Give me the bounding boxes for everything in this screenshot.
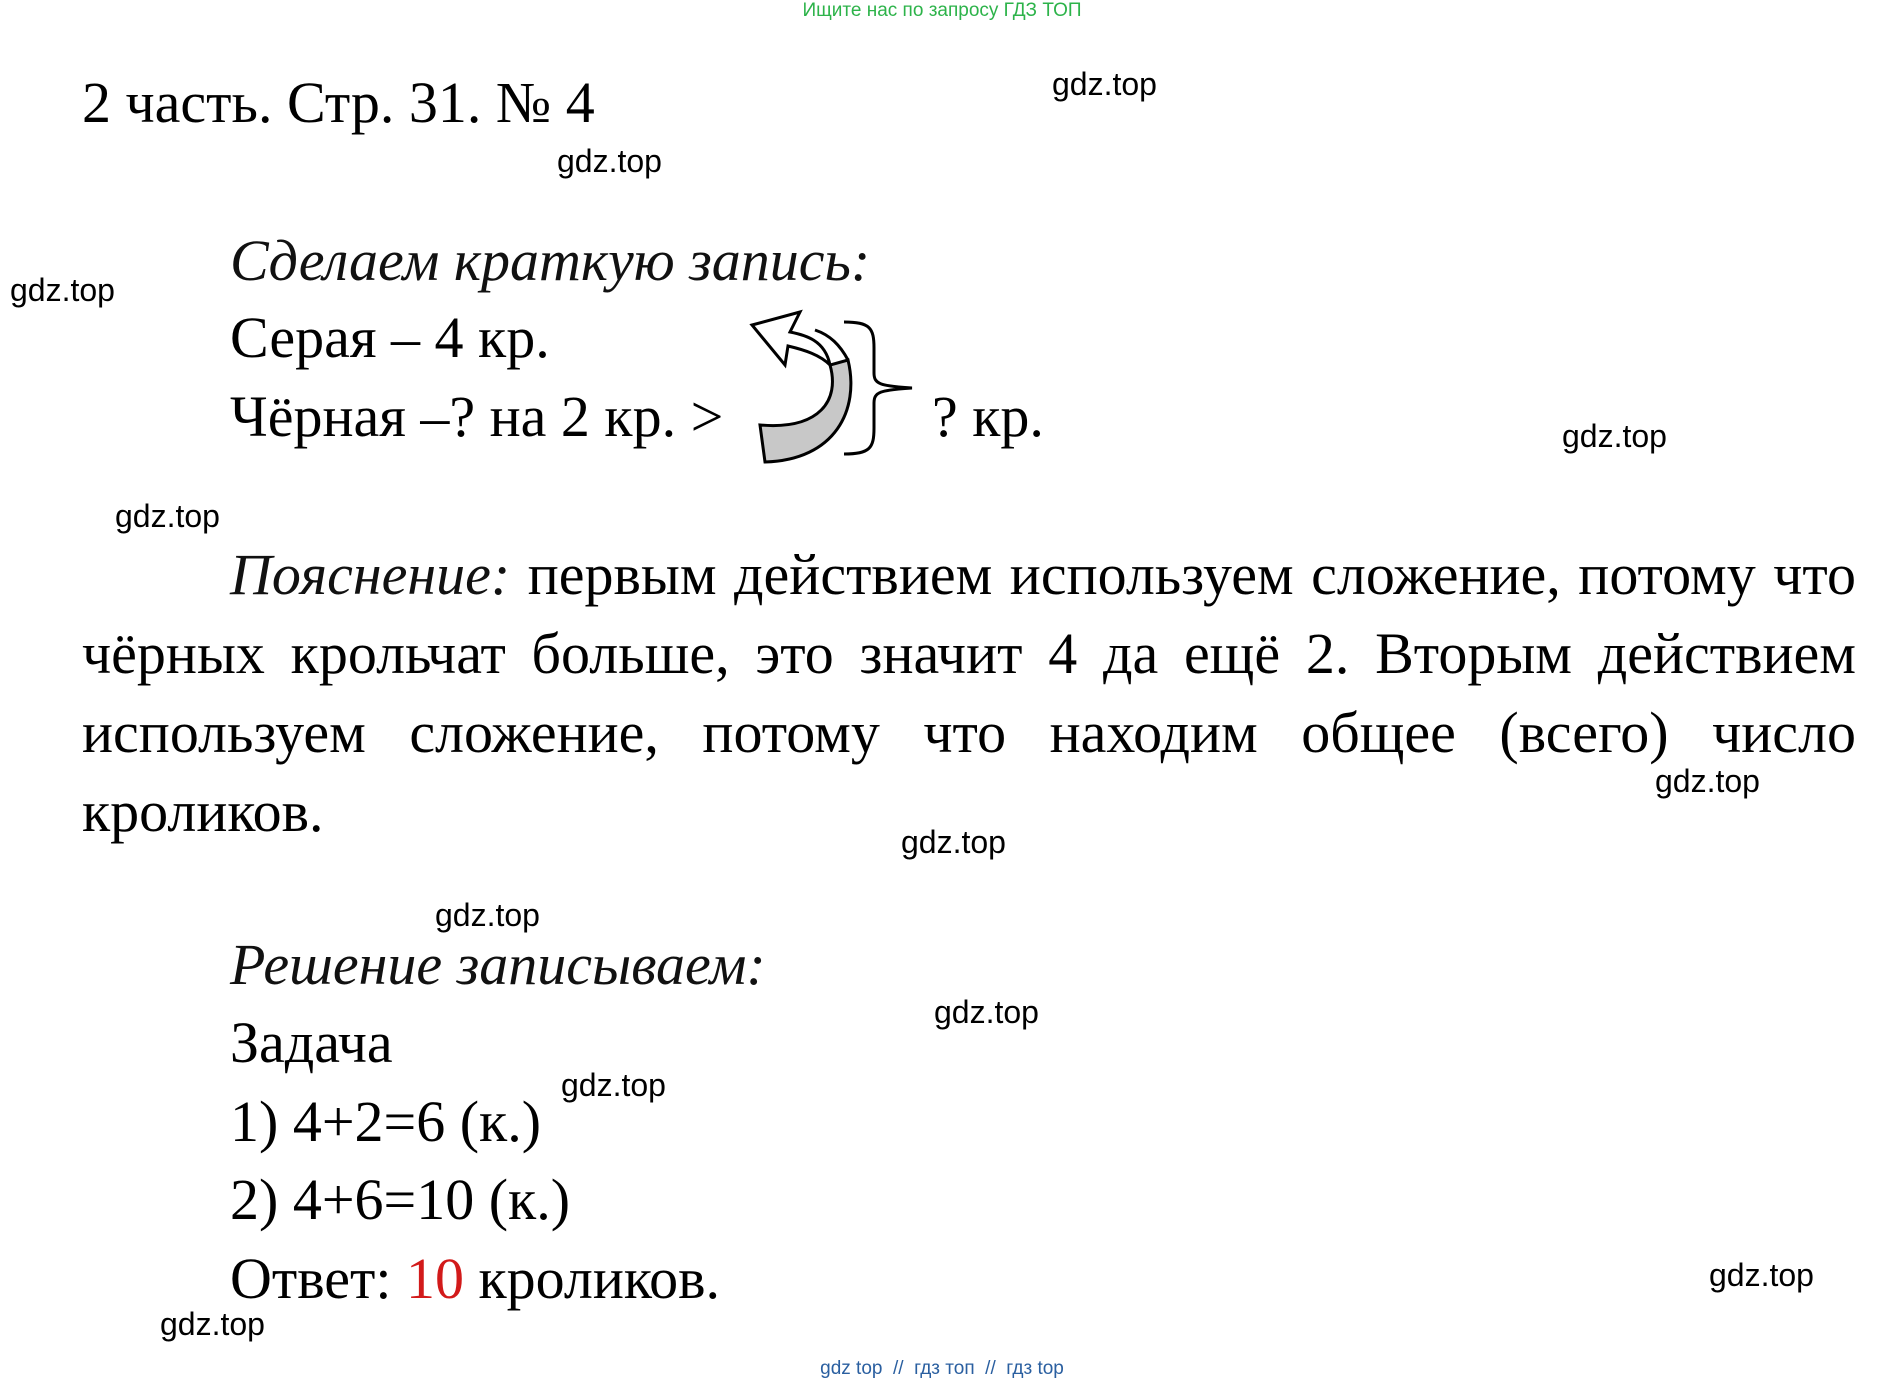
watermark: gdz.top bbox=[901, 824, 1006, 860]
watermark: gdz.top bbox=[160, 1306, 265, 1342]
answer-prefix: Ответ: bbox=[230, 1246, 406, 1311]
curly-brace-icon bbox=[840, 318, 920, 458]
watermark: gdz.top bbox=[435, 897, 540, 933]
short-note-line-black: Чёрная –? на 2 кр. > bbox=[230, 384, 724, 449]
answer-line bbox=[230, 1246, 720, 1311]
answer-value: 10 bbox=[405, 1246, 464, 1311]
short-note-heading: Сделаем краткую запись: bbox=[230, 228, 871, 293]
page-header: 2 часть. Стр. 31. № 4 bbox=[82, 70, 595, 135]
explanation-paragraph bbox=[82, 535, 1856, 851]
solution-step-2: 2) 4+6=10 (к.) bbox=[230, 1167, 571, 1232]
watermark: gdz.top bbox=[10, 272, 115, 308]
short-note-line-gray: Серая – 4 кр. bbox=[230, 305, 550, 370]
solution-heading: Решение записываем: bbox=[230, 932, 766, 997]
explanation-text: первым действием используем сложение, потому что чёрных крольчат больше, это значит 4 да ещё 2. Вторым действием используем сложение, потому что находим общее (всего) число кроликов. bbox=[82, 542, 1856, 844]
watermark: gdz.top bbox=[115, 498, 220, 534]
watermark: gdz.top bbox=[1709, 1257, 1814, 1293]
explanation-label: Пояснение: bbox=[230, 542, 511, 607]
watermark: gdz.top bbox=[1052, 66, 1157, 102]
watermark: gdz.top bbox=[1562, 418, 1667, 454]
short-note-total: ? кр. bbox=[932, 384, 1044, 449]
task-label: Задача bbox=[230, 1010, 393, 1075]
answer-suffix: кроликов. bbox=[463, 1246, 720, 1311]
solution-step-1: 1) 4+2=6 (к.) bbox=[230, 1089, 542, 1154]
watermark: gdz.top bbox=[557, 143, 662, 179]
watermark: gdz.top bbox=[934, 994, 1039, 1030]
watermark: gdz.top bbox=[561, 1067, 666, 1103]
top-banner: Ищите нас по запросу ГДЗ ТОП bbox=[802, 0, 1082, 21]
footer-links: gdz top // гдз топ // гдз top bbox=[820, 1358, 1064, 1379]
watermark: gdz.top bbox=[1655, 763, 1760, 799]
